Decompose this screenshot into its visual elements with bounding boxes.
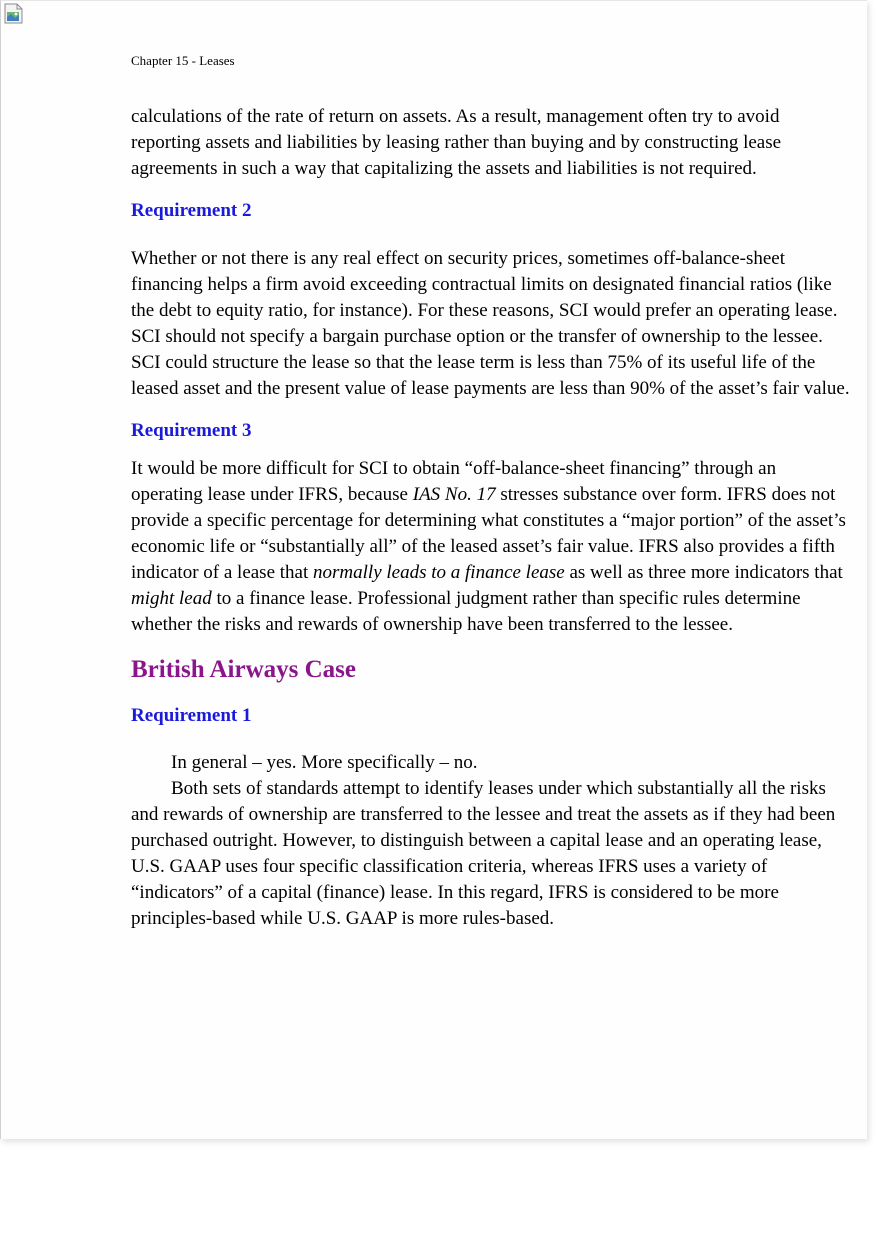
req3-emphasis-normally-leads: normally leads to a finance lease <box>313 562 565 583</box>
req3-text-part1: It would be more difficult for SCI to obtain “off-balance-sheet financing” through an operating lease under IFRS, because <box>131 458 777 505</box>
broken-image-icon <box>3 3 25 25</box>
running-header: Chapter 15 - Leases <box>131 53 235 68</box>
requirement-2-paragraph: Whether or not there is any real effect on security prices, sometimes off-balance-sheet financing helps a firm avoid exceeding contractual limits on designated financial ratios (like the debt to equity ratio, for instance). For these reasons, SCI would prefer an operating lease. SCI should not specify a bargain purchase option or the transfer of ownership to the lessee. SCI could structure the lease so that the lease term is less than 75% of its useful life of the leased asset and the present value of lease payments are less than 90% of the asset’s fair value. <box>131 248 850 399</box>
req3-text-part4: to a finance lease. Professional judgment rather than specific rules determine whether the risks and rewards of ownership have been transferred to the lessee. <box>131 588 801 635</box>
page-content <box>131 104 851 932</box>
requirement-1-heading: Requirement 1 <box>131 705 252 726</box>
requirement-2-heading: Requirement 2 <box>131 200 252 221</box>
req3-text-part3: as well as three more indicators that <box>564 562 843 583</box>
requirement-1-paragraph: Both sets of standards attempt to identify leases under which substantially all the risks and rewards of ownership are transferred to the lessee and treat the assets as if they had been purchased outright. However, to distinguish between a capital lease and an operating lease, U.S. GAAP uses four specific classification criteria, whereas IFRS uses a variety of “indicators” of a capital (finance) lease. In this regard, IFRS is considered to be more principles-based while U.S. GAAP is more rules-based. <box>131 778 836 929</box>
requirement-1-first-line: In general – yes. More specifically – no. <box>171 752 478 773</box>
ias-reference: IAS No. 17 <box>412 484 496 505</box>
requirement-3-heading: Requirement 3 <box>131 420 252 441</box>
british-airways-case-title: British Airways Case <box>131 656 356 683</box>
top-paragraph: calculations of the rate of return on assets. As a result, management often try to avoid reporting assets and liabilities by leasing rather than buying and by constructing lease agreements in such a way that capitalizing the assets and liabilities is not required. <box>131 106 782 179</box>
req3-text-part2: stresses substance over form. IFRS does not provide a specific percentage for determining what constitutes a “major portion” of the asset’s economic life or “substantially all” of the leased asset’s fair value. IFRS also provides a fifth indicator of a lease that <box>131 484 846 583</box>
req3-emphasis-might-lead: might lead <box>131 588 212 609</box>
requirement-3-paragraph <box>131 456 851 638</box>
